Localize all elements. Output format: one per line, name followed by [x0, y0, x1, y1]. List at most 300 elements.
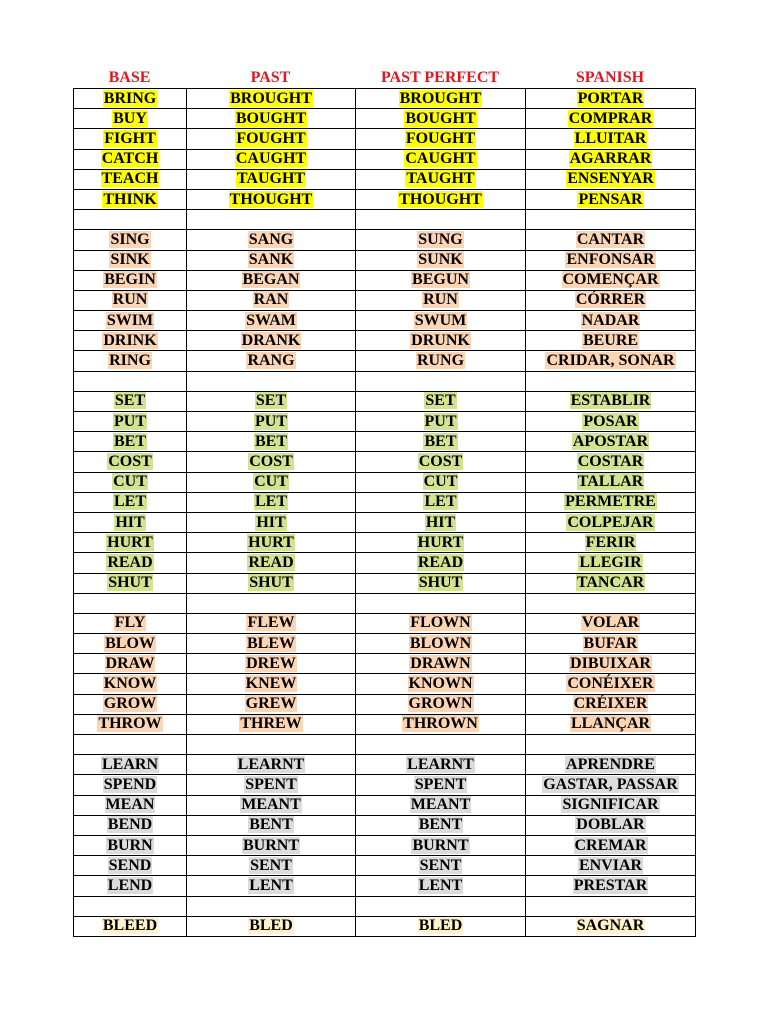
- empty-cell: [74, 593, 187, 613]
- header-past-perfect: PAST PERFECT: [380, 69, 500, 86]
- verb-text: DRAWN: [410, 654, 471, 672]
- table-row: [74, 553, 696, 573]
- verb-text: COST: [108, 452, 152, 470]
- cell-spanish: [526, 856, 696, 876]
- cell-base: [74, 755, 187, 775]
- cell-past: [187, 815, 356, 835]
- verb-text: FOUGHT: [236, 129, 306, 147]
- cell-base: [74, 331, 187, 351]
- cell-spanish: [526, 270, 696, 290]
- cell-spanish: [526, 714, 696, 734]
- verb-text: THOUGHT: [229, 190, 313, 208]
- cell-past-perfect: [356, 795, 526, 815]
- table-row: [74, 533, 696, 553]
- cell-past-perfect: [356, 714, 526, 734]
- cell-past: [187, 452, 356, 472]
- verb-text: COMENÇAR: [562, 271, 659, 289]
- header-base: BASE: [108, 69, 151, 86]
- cell-base: [74, 270, 187, 290]
- table-row: [74, 512, 696, 532]
- cell-past-perfect: [356, 613, 526, 633]
- verb-text: GREW: [245, 695, 297, 713]
- table-row: [74, 432, 696, 452]
- empty-cell: [74, 735, 187, 755]
- cell-past: [187, 714, 356, 734]
- cell-spanish: [526, 613, 696, 633]
- verb-text: COSTAR: [577, 452, 644, 470]
- verb-text: SPENT: [414, 775, 467, 793]
- cell-spanish: [526, 755, 696, 775]
- verb-text: TAUGHT: [236, 170, 306, 188]
- cell-past: [187, 432, 356, 452]
- verb-text: BEURE: [582, 331, 639, 349]
- cell-past-perfect: [356, 129, 526, 149]
- cell-base: [74, 129, 187, 149]
- verb-text: SHUT: [108, 574, 152, 592]
- empty-cell: [187, 210, 356, 230]
- cell-base: [74, 634, 187, 654]
- table-row: [74, 129, 696, 149]
- cell-base: [74, 795, 187, 815]
- verb-table-body: [74, 89, 696, 937]
- verb-text: PORTAR: [577, 89, 644, 107]
- verb-text: CÓRRER: [575, 291, 646, 309]
- cell-spanish: [526, 189, 696, 209]
- cell-past: [187, 189, 356, 209]
- spacer-row: [74, 735, 696, 755]
- verb-text: SANK: [248, 251, 294, 269]
- verb-text: PRESTAR: [573, 876, 648, 894]
- cell-spanish: [526, 835, 696, 855]
- verb-text: CATCH: [101, 150, 159, 168]
- cell-base: [74, 613, 187, 633]
- verb-text: BLOW: [105, 634, 155, 652]
- cell-past-perfect: [356, 512, 526, 532]
- table-row: [74, 755, 696, 775]
- cell-past-perfect: [356, 311, 526, 331]
- cell-spanish: [526, 169, 696, 189]
- cell-past-perfect: [356, 533, 526, 553]
- cell-base: [74, 452, 187, 472]
- cell-past: [187, 89, 356, 109]
- verb-text: BLOWN: [409, 634, 472, 652]
- empty-cell: [74, 896, 187, 916]
- verb-text: LEARNT: [407, 755, 474, 773]
- column-headers: [73, 68, 695, 88]
- table-row: [74, 391, 696, 411]
- verb-text: LLUITAR: [574, 129, 647, 147]
- cell-base: [74, 109, 187, 129]
- cell-base: [74, 694, 187, 714]
- cell-past: [187, 391, 356, 411]
- verb-text: DRAW: [105, 654, 155, 672]
- verb-text: FLOWN: [410, 614, 471, 632]
- verb-text: BET: [254, 432, 287, 450]
- cell-past: [187, 492, 356, 512]
- cell-past: [187, 169, 356, 189]
- empty-cell: [187, 896, 356, 916]
- cell-past: [187, 270, 356, 290]
- empty-cell: [356, 896, 526, 916]
- cell-past: [187, 613, 356, 633]
- verb-text: TEACH: [101, 170, 159, 188]
- empty-cell: [526, 896, 696, 916]
- cell-spanish: [526, 674, 696, 694]
- cell-spanish: [526, 452, 696, 472]
- cell-past: [187, 129, 356, 149]
- table-row: [74, 109, 696, 129]
- verb-text: READ: [417, 553, 464, 571]
- verb-text: HURT: [417, 533, 464, 551]
- cell-past-perfect: [356, 149, 526, 169]
- cell-past: [187, 856, 356, 876]
- empty-cell: [74, 371, 187, 391]
- cell-past-perfect: [356, 391, 526, 411]
- table-row: [74, 573, 696, 593]
- verb-text: CRÉIXER: [573, 695, 648, 713]
- verb-text: SINK: [110, 251, 150, 269]
- cell-base: [74, 553, 187, 573]
- verb-text: SWIM: [106, 311, 154, 329]
- table-row: [74, 654, 696, 674]
- table-row: [74, 876, 696, 896]
- verb-text: PUT: [255, 412, 287, 430]
- cell-base: [74, 714, 187, 734]
- cell-past: [187, 472, 356, 492]
- table-row: [74, 634, 696, 654]
- cell-past-perfect: [356, 472, 526, 492]
- verb-text: SENT: [250, 856, 292, 874]
- header-spanish: SPANISH: [575, 69, 645, 86]
- cell-past-perfect: [356, 412, 526, 432]
- table-row: [74, 714, 696, 734]
- table-row: [74, 613, 696, 633]
- cell-past: [187, 876, 356, 896]
- verb-text: BLEW: [246, 634, 295, 652]
- verb-text: TANCAR: [576, 574, 645, 592]
- verb-text: BEGAN: [242, 271, 300, 289]
- verb-text: TALLAR: [577, 473, 644, 491]
- empty-cell: [187, 735, 356, 755]
- verb-text: BLEED: [102, 917, 158, 935]
- cell-spanish: [526, 250, 696, 270]
- cell-past: [187, 412, 356, 432]
- verb-text: HURT: [107, 533, 153, 551]
- cell-past: [187, 654, 356, 674]
- verb-text: SANG: [248, 230, 294, 248]
- verb-text: RUN: [112, 291, 148, 309]
- cell-base: [74, 149, 187, 169]
- empty-cell: [526, 210, 696, 230]
- spacer-row: [74, 593, 696, 613]
- verb-text: MEANT: [241, 796, 301, 814]
- verb-text: DIBUIXAR: [570, 654, 651, 672]
- cell-past: [187, 331, 356, 351]
- cell-past: [187, 674, 356, 694]
- cell-base: [74, 189, 187, 209]
- cell-past-perfect: [356, 916, 526, 936]
- verb-text: KNEW: [245, 675, 297, 693]
- verb-text: FLEW: [247, 614, 295, 632]
- empty-cell: [356, 210, 526, 230]
- verb-text: LET: [424, 493, 457, 511]
- verb-text: RANG: [247, 352, 295, 370]
- cell-past: [187, 916, 356, 936]
- verb-text: MEANT: [410, 796, 471, 814]
- table-row: [74, 270, 696, 290]
- verb-text: SENT: [419, 856, 462, 874]
- verb-text: BUFAR: [583, 634, 638, 652]
- cell-base: [74, 674, 187, 694]
- verb-text: BENT: [249, 816, 293, 834]
- cell-base: [74, 169, 187, 189]
- cell-past-perfect: [356, 89, 526, 109]
- cell-past-perfect: [356, 432, 526, 452]
- header-past: PAST: [250, 69, 291, 86]
- cell-spanish: [526, 694, 696, 714]
- verb-text: FIGHT: [104, 129, 156, 147]
- cell-past: [187, 533, 356, 553]
- verb-text: THROW: [98, 715, 162, 733]
- cell-past-perfect: [356, 876, 526, 896]
- verb-text: GASTAR, PASSAR: [543, 775, 678, 793]
- verb-text: SWUM: [414, 311, 467, 329]
- cell-base: [74, 250, 187, 270]
- verb-text: CANTAR: [576, 230, 645, 248]
- verb-text: SET: [114, 392, 146, 410]
- cell-spanish: [526, 795, 696, 815]
- cell-spanish: [526, 230, 696, 250]
- verb-text: BET: [113, 432, 146, 450]
- cell-spanish: [526, 573, 696, 593]
- cell-spanish: [526, 290, 696, 310]
- cell-spanish: [526, 654, 696, 674]
- cell-spanish: [526, 351, 696, 371]
- verb-text: BEGIN: [104, 271, 156, 289]
- verb-text: LLANÇAR: [570, 715, 651, 733]
- table-row: [74, 331, 696, 351]
- cell-spanish: [526, 331, 696, 351]
- cell-spanish: [526, 916, 696, 936]
- cell-past-perfect: [356, 815, 526, 835]
- verb-text: CUT: [423, 473, 458, 491]
- cell-spanish: [526, 89, 696, 109]
- verb-text: CONÉIXER: [567, 675, 654, 693]
- cell-past: [187, 512, 356, 532]
- table-row: [74, 290, 696, 310]
- verb-text: GROWN: [408, 695, 473, 713]
- cell-past-perfect: [356, 169, 526, 189]
- verb-text: PUT: [424, 412, 457, 430]
- verb-text: SPEND: [103, 775, 157, 793]
- cell-past-perfect: [356, 270, 526, 290]
- cell-base: [74, 89, 187, 109]
- verb-text: THREW: [240, 715, 302, 733]
- spacer-row: [74, 896, 696, 916]
- empty-cell: [526, 371, 696, 391]
- verb-text: DRUNK: [411, 331, 470, 349]
- cell-past-perfect: [356, 452, 526, 472]
- verb-text: LET: [254, 493, 287, 511]
- verb-text: SHUT: [249, 574, 293, 592]
- verb-text: BLED: [418, 917, 463, 935]
- verb-text: BEND: [107, 816, 153, 834]
- table-row: [74, 775, 696, 795]
- cell-base: [74, 573, 187, 593]
- cell-past-perfect: [356, 755, 526, 775]
- cell-past-perfect: [356, 654, 526, 674]
- verb-text: LEARNT: [237, 755, 305, 773]
- table-row: [74, 311, 696, 331]
- cell-spanish: [526, 391, 696, 411]
- verb-text: AGARRAR: [569, 150, 652, 168]
- verb-text: ESTABLIR: [570, 392, 651, 410]
- cell-spanish: [526, 512, 696, 532]
- verb-text: PUT: [114, 412, 146, 430]
- verb-text: SUNG: [418, 230, 463, 248]
- verb-text: DOBLAR: [576, 816, 645, 834]
- empty-cell: [356, 735, 526, 755]
- cell-spanish: [526, 775, 696, 795]
- verb-text: LENT: [249, 876, 293, 894]
- verb-text: SHUT: [418, 574, 463, 592]
- cell-past: [187, 775, 356, 795]
- table-row: [74, 452, 696, 472]
- cell-past: [187, 351, 356, 371]
- cell-past-perfect: [356, 573, 526, 593]
- cell-past-perfect: [356, 331, 526, 351]
- cell-base: [74, 856, 187, 876]
- cell-base: [74, 916, 187, 936]
- cell-past-perfect: [356, 553, 526, 573]
- cell-past-perfect: [356, 694, 526, 714]
- cell-spanish: [526, 129, 696, 149]
- verb-text: FERIR: [585, 533, 636, 551]
- verb-text: BUY: [113, 109, 147, 127]
- cell-past-perfect: [356, 290, 526, 310]
- cell-base: [74, 412, 187, 432]
- cell-spanish: [526, 149, 696, 169]
- cell-base: [74, 876, 187, 896]
- empty-cell: [74, 210, 187, 230]
- verb-text: DRANK: [241, 331, 301, 349]
- verb-text: BURN: [107, 836, 153, 854]
- cell-past: [187, 109, 356, 129]
- verb-text: SEND: [108, 856, 152, 874]
- table-row: [74, 795, 696, 815]
- cell-past-perfect: [356, 835, 526, 855]
- empty-cell: [526, 593, 696, 613]
- verb-text: BEGUN: [412, 271, 469, 289]
- cell-past: [187, 573, 356, 593]
- verb-text: PENSAR: [578, 190, 643, 208]
- cell-base: [74, 432, 187, 452]
- verb-text: THINK: [103, 190, 157, 208]
- verb-text: BROUGHT: [230, 89, 312, 107]
- verb-text: ENFONSAR: [566, 251, 655, 269]
- verb-text: MEAN: [105, 796, 155, 814]
- verb-text: BOUGHT: [235, 109, 307, 127]
- cell-base: [74, 775, 187, 795]
- verb-text: THROWN: [403, 715, 478, 733]
- cell-spanish: [526, 533, 696, 553]
- verb-text: SET: [425, 392, 456, 410]
- cell-past-perfect: [356, 351, 526, 371]
- cell-past-perfect: [356, 634, 526, 654]
- cell-past-perfect: [356, 250, 526, 270]
- cell-spanish: [526, 109, 696, 129]
- verb-text: NADAR: [581, 311, 640, 329]
- verb-text: HIT: [425, 513, 456, 531]
- cell-base: [74, 512, 187, 532]
- verb-text: RUN: [423, 291, 458, 309]
- table-row: [74, 149, 696, 169]
- cell-past: [187, 835, 356, 855]
- verb-text: BROUGHT: [399, 89, 482, 107]
- empty-cell: [187, 371, 356, 391]
- cell-past: [187, 149, 356, 169]
- cell-past-perfect: [356, 109, 526, 129]
- cell-base: [74, 654, 187, 674]
- cell-past: [187, 230, 356, 250]
- verb-text: KNOWN: [408, 675, 473, 693]
- verb-text: APOSTAR: [572, 432, 649, 450]
- cell-past: [187, 311, 356, 331]
- verb-text: SUNK: [418, 251, 463, 269]
- verb-text: BURNT: [242, 836, 299, 854]
- verb-text: KNOW: [103, 675, 157, 693]
- verb-text: SIGNIFICAR: [562, 796, 659, 814]
- cell-past: [187, 250, 356, 270]
- verb-text: READ: [248, 553, 294, 571]
- cell-base: [74, 533, 187, 553]
- verb-text: DREW: [246, 654, 296, 672]
- cell-base: [74, 311, 187, 331]
- cell-base: [74, 290, 187, 310]
- table-row: [74, 694, 696, 714]
- cell-spanish: [526, 634, 696, 654]
- verb-text: RAN: [253, 291, 289, 309]
- table-row: [74, 412, 696, 432]
- verb-text: CAUGHT: [235, 150, 307, 168]
- verb-text: APRENDRE: [566, 755, 655, 773]
- cell-base: [74, 351, 187, 371]
- cell-past: [187, 553, 356, 573]
- verb-text: SET: [255, 392, 287, 410]
- verb-text: ENVIAR: [578, 856, 643, 874]
- verb-text: POSAR: [583, 412, 638, 430]
- table-row: [74, 351, 696, 371]
- verb-text: HIT: [115, 513, 145, 531]
- cell-past-perfect: [356, 230, 526, 250]
- cell-past-perfect: [356, 492, 526, 512]
- verb-text: COST: [249, 452, 293, 470]
- cell-past: [187, 755, 356, 775]
- table-row: [74, 189, 696, 209]
- spacer-row: [74, 371, 696, 391]
- empty-cell: [526, 735, 696, 755]
- table-row: [74, 815, 696, 835]
- cell-spanish: [526, 311, 696, 331]
- verb-text: SAGNAR: [576, 917, 645, 935]
- empty-cell: [187, 593, 356, 613]
- verb-text: RUNG: [416, 352, 465, 370]
- verb-text: CAUGHT: [405, 150, 476, 168]
- table-row: [74, 169, 696, 189]
- verb-text: COST: [418, 452, 463, 470]
- verb-text: VOLAR: [581, 614, 640, 632]
- cell-past-perfect: [356, 674, 526, 694]
